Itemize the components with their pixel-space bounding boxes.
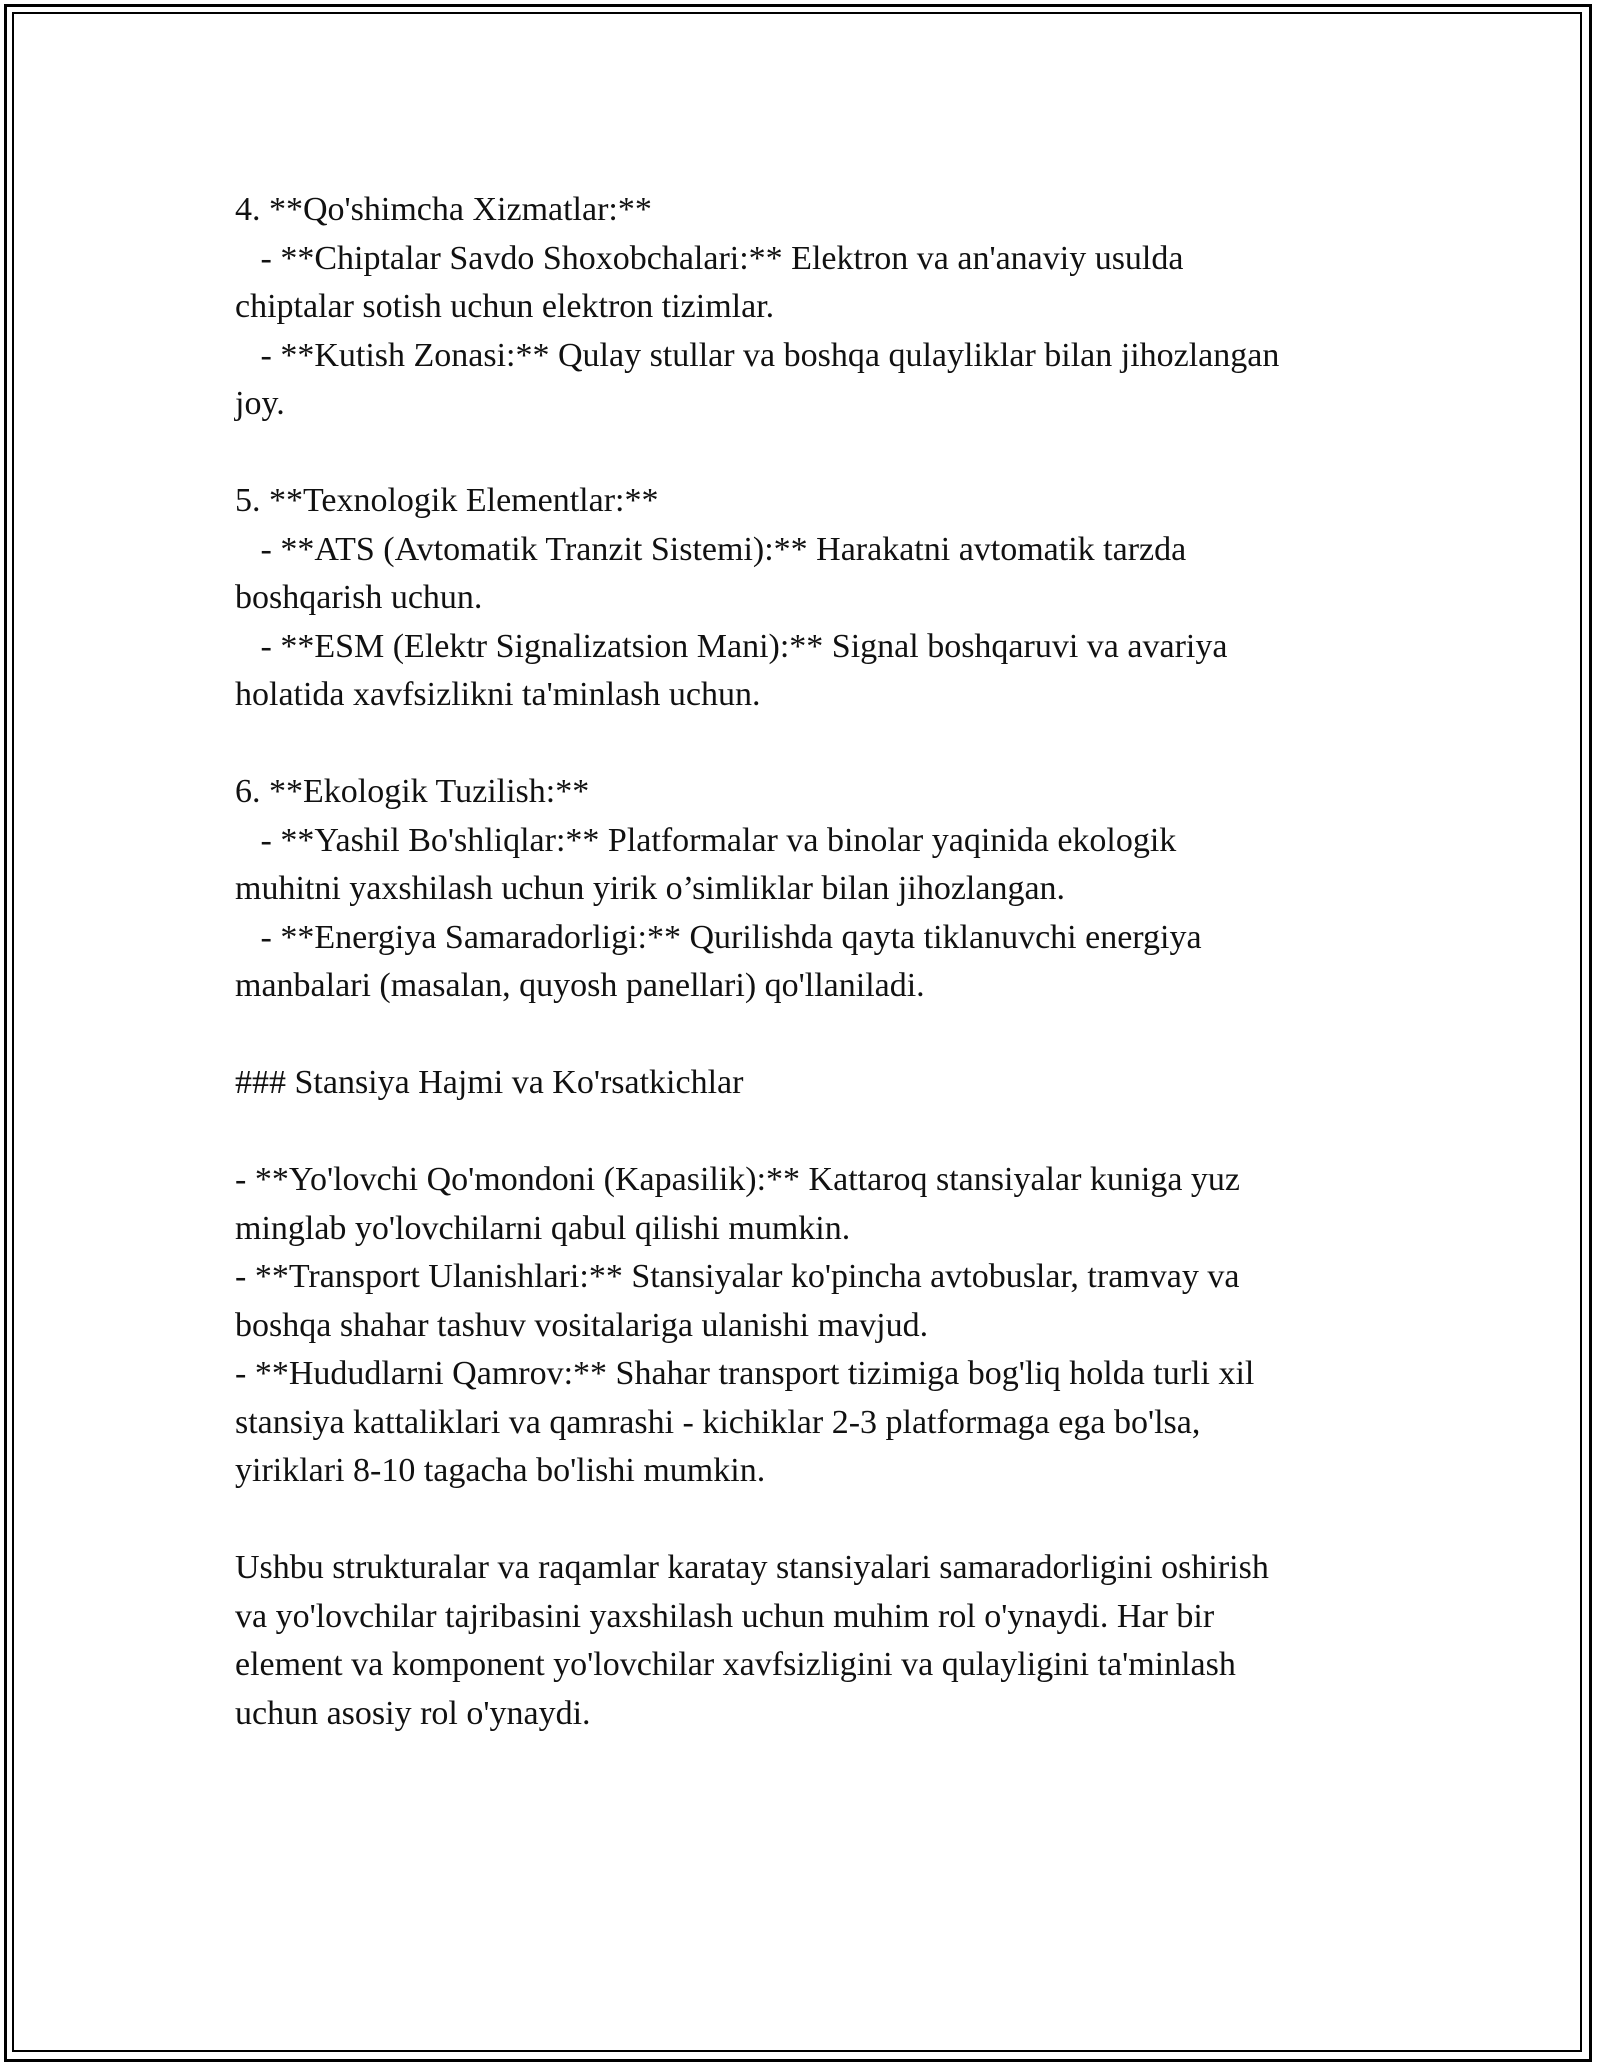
list-item-line: - **Energiya Samaradorligi:** Qurilishda qayta tiklanuvchi energiya — [235, 918, 1202, 956]
section-heading: 5. **Texnologik Elementlar:** — [235, 482, 659, 519]
conclusion-paragraph — [235, 1544, 1375, 1738]
list-item-line: boshqa shahar tashuv vositalariga ulanishi mavjud. — [235, 1306, 929, 1344]
section-heading: 6. **Ekologik Tuzilish:** — [235, 773, 590, 810]
bullet-list — [235, 1156, 1375, 1496]
list-item-line: - **Yashil Bo'shliqlar:** Platformalar va binolar yaqinida ekologik — [235, 821, 1177, 859]
paragraph-gap — [235, 1108, 1375, 1157]
paragraph-line: Ushbu strukturalar va raqamlar karatay stansiyalari samaradorligini oshirish — [235, 1549, 1269, 1586]
paragraph-gap — [235, 429, 1375, 478]
list-item-line: - **Chiptalar Savdo Shoxobchalari:** Elektron va an'anaviy usulda — [235, 239, 1184, 277]
subheading: ### Stansiya Hajmi va Ko'rsatkichlar — [235, 1064, 744, 1101]
list-item-line: manbalari (masalan, quyosh panellari) qo'llaniladi. — [235, 967, 925, 1004]
paragraph-line: element va komponent yo'lovchilar xavfsizligini va qulayligini ta'minlash — [235, 1646, 1236, 1683]
list-item-line: - **Hududlarni Qamrov:** Shahar transport tizimiga bog'liq holda turli xil — [235, 1355, 1255, 1392]
list-item-line: - **Yo'lovchi Qo'mondoni (Kapasilik):** Kattaroq stansiyalar kuniga yuz — [235, 1161, 1241, 1198]
list-item-line: chiptalar sotish uchun elektron tizimlar. — [235, 288, 775, 325]
section-5 — [235, 477, 1375, 720]
list-item-line: minglab yo'lovchilarni qabul qilishi mumkin. — [235, 1209, 851, 1247]
list-item-line: - **Transport Ulanishlari:** Stansiyalar ko'pincha avtobuslar, tramvay va — [235, 1258, 1240, 1295]
list-item-line: - **ATS (Avtomatik Tranzit Sistemi):** Harakatni avtomatik tarzda — [235, 530, 1187, 568]
paragraph-gap — [235, 1496, 1375, 1545]
list-item-line: muhitni yaxshilash uchun yirik o’simliklar bilan jihozlangan. — [235, 870, 1066, 907]
list-item-line: holatida xavfsizlikni ta'minlash uchun. — [235, 676, 761, 713]
paragraph-line: va yo'lovchilar tajribasini yaxshilash uchun muhim rol o'ynaydi. Har bir — [235, 1597, 1215, 1635]
list-item-line: - **Kutish Zonasi:** Qulay stullar va boshqa qulayliklar bilan jihozlangan — [235, 336, 1280, 374]
paragraph-gap — [235, 1011, 1375, 1060]
list-item-line: - **ESM (Elektr Signalizatsion Mani):** Signal boshqaruvi va avariya — [235, 627, 1228, 665]
section-4 — [235, 186, 1375, 429]
list-item-line: joy. — [235, 385, 285, 422]
list-item-line: boshqarish uchun. — [235, 579, 483, 616]
section-6 — [235, 768, 1375, 1011]
list-item-line: stansiya kattaliklari va qamrashi - kichiklar 2-3 platformaga ega bo'lsa, — [235, 1403, 1201, 1441]
section-heading: 4. **Qo'shimcha Xizmatlar:** — [235, 191, 652, 228]
paragraph-gap — [235, 720, 1375, 769]
paragraph-line: uchun asosiy rol o'ynaydi. — [235, 1694, 591, 1732]
list-item-line: yiriklari 8-10 tagacha bo'lishi mumkin. — [235, 1452, 766, 1489]
document-body — [235, 186, 1375, 1738]
